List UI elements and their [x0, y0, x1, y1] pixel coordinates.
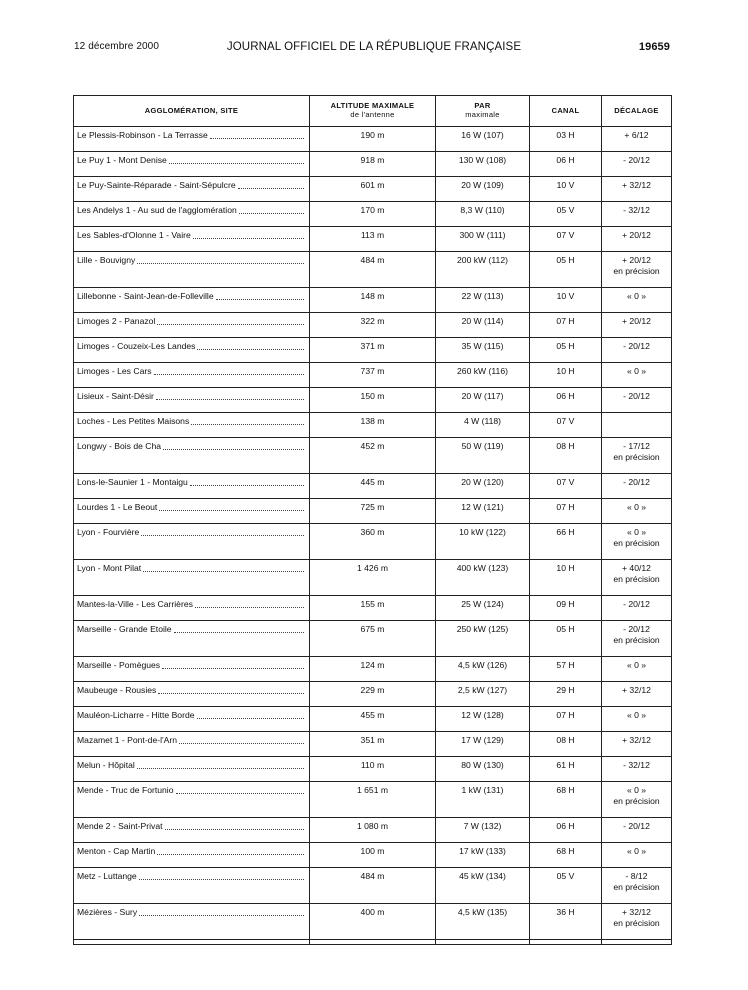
- decalage-value: « 0 »: [626, 502, 647, 512]
- altitude-cell: 229 m: [310, 682, 436, 707]
- leader-dots: [139, 878, 304, 880]
- column-header-canal: CANAL: [530, 96, 602, 127]
- site-cell: [74, 313, 310, 338]
- altitude-cell: 371 m: [310, 338, 436, 363]
- filler-cell: [602, 940, 672, 945]
- leader-dots: [162, 667, 304, 669]
- leader-dots: [190, 484, 304, 486]
- leader-dots: [238, 187, 304, 189]
- site-cell: [74, 868, 310, 904]
- decalage-cell: [602, 524, 672, 560]
- table-row: [74, 843, 672, 868]
- site-cell: [74, 560, 310, 596]
- table-row: [74, 657, 672, 682]
- leader-dots: [159, 509, 304, 511]
- par-cell: 10 kW (122): [436, 524, 530, 560]
- table-header-row: [74, 96, 672, 127]
- canal-cell: 10 H: [530, 363, 602, 388]
- site-cell: [74, 843, 310, 868]
- par-cell: 80 W (130): [436, 757, 530, 782]
- decalage-cell: [602, 227, 672, 252]
- table-row: [74, 560, 672, 596]
- altitude-cell: 322 m: [310, 313, 436, 338]
- altitude-cell: 1 426 m: [310, 560, 436, 596]
- site-name: Lourdes 1 - Le Beout: [77, 502, 158, 512]
- site-name: Le Puy 1 - Mont Denise: [77, 155, 167, 165]
- altitude-cell: 1 080 m: [310, 818, 436, 843]
- decalage-value: + 32/12: [622, 180, 651, 190]
- leader-dots: [191, 423, 304, 425]
- filler-cell: [74, 940, 310, 945]
- decalage-cell: [602, 127, 672, 152]
- site-name: Le Plessis-Robinson - La Terrasse: [77, 130, 208, 140]
- decalage-cell: [602, 252, 672, 288]
- decalage-value: - 8/12: [625, 871, 648, 881]
- leader-dots: [141, 534, 304, 536]
- altitude-cell: 351 m: [310, 732, 436, 757]
- site-cell: [74, 388, 310, 413]
- altitude-cell: 170 m: [310, 202, 436, 227]
- canal-cell: 06 H: [530, 152, 602, 177]
- altitude-cell: 737 m: [310, 363, 436, 388]
- site-name: Le Puy-Sainte-Réparade - Saint-Sépulcre: [77, 180, 236, 190]
- site-name: Lons-le-Saunier 1 - Montaigu: [77, 477, 188, 487]
- decalage-cell: [602, 288, 672, 313]
- table-row: [74, 413, 672, 438]
- site-cell: [74, 152, 310, 177]
- altitude-cell: 601 m: [310, 177, 436, 202]
- canal-cell: 68 H: [530, 843, 602, 868]
- altitude-cell: 110 m: [310, 757, 436, 782]
- table-row: [74, 757, 672, 782]
- table-row: [74, 682, 672, 707]
- decalage-value: « 0 »: [626, 710, 647, 720]
- canal-cell: 61 H: [530, 757, 602, 782]
- decalage-note: en précision: [613, 538, 660, 548]
- decalage-cell: [602, 757, 672, 782]
- table-row: [74, 438, 672, 474]
- table-row: [74, 227, 672, 252]
- canal-cell: 66 H: [530, 524, 602, 560]
- altitude-cell: 113 m: [310, 227, 436, 252]
- decalage-cell: [602, 152, 672, 177]
- decalage-cell: [602, 474, 672, 499]
- column-header-decalage: DÉCALAGE: [602, 96, 672, 127]
- site-name: Les Sables-d'Olonne 1 - Vaire: [77, 230, 191, 240]
- altitude-cell: 360 m: [310, 524, 436, 560]
- table-row: [74, 313, 672, 338]
- page-number: 19659: [638, 41, 670, 53]
- site-name: Mézières - Sury: [77, 907, 138, 917]
- decalage-cell: [602, 202, 672, 227]
- par-cell: 7 W (132): [436, 818, 530, 843]
- column-header-altitude: ALTITUDE MAXIMALE de l'antenne: [310, 96, 436, 127]
- table-row: [74, 388, 672, 413]
- table-row: [74, 524, 672, 560]
- par-cell: 260 kW (116): [436, 363, 530, 388]
- par-cell: 17 W (129): [436, 732, 530, 757]
- canal-cell: 09 H: [530, 596, 602, 621]
- par-cell: 300 W (111): [436, 227, 530, 252]
- par-cell: 1 kW (131): [436, 782, 530, 818]
- canal-cell: 05 V: [530, 868, 602, 904]
- site-cell: [74, 657, 310, 682]
- filler-cell: [310, 940, 436, 945]
- site-cell: [74, 413, 310, 438]
- leader-dots: [158, 692, 304, 694]
- site-cell: [74, 757, 310, 782]
- altitude-cell: 918 m: [310, 152, 436, 177]
- canal-cell: 08 H: [530, 438, 602, 474]
- table-body: [74, 127, 672, 945]
- site-name: Mende 2 - Saint-Privat: [77, 821, 163, 831]
- header-title: JOURNAL OFFICIEL DE LA RÉPUBLIQUE FRANÇAISE: [226, 41, 522, 53]
- decalage-cell: [602, 338, 672, 363]
- site-cell: [74, 818, 310, 843]
- leader-dots: [157, 323, 304, 325]
- site-cell: [74, 524, 310, 560]
- decalage-value: - 32/12: [623, 760, 650, 770]
- canal-cell: 57 H: [530, 657, 602, 682]
- site-name: Marseille - Pomègues: [77, 660, 161, 670]
- site-name: Menton - Cap Martin: [77, 846, 156, 856]
- decalage-value: - 20/12: [623, 624, 650, 634]
- decalage-cell: [602, 388, 672, 413]
- site-cell: [74, 782, 310, 818]
- altitude-cell: 148 m: [310, 288, 436, 313]
- decalage-note: en précision: [613, 574, 660, 584]
- canal-cell: 07 H: [530, 313, 602, 338]
- par-cell: 22 W (113): [436, 288, 530, 313]
- canal-cell: 10 V: [530, 177, 602, 202]
- canal-cell: 05 H: [530, 621, 602, 657]
- site-cell: [74, 904, 310, 940]
- altitude-cell: 155 m: [310, 596, 436, 621]
- site-cell: [74, 127, 310, 152]
- leader-dots: [143, 570, 304, 572]
- site-name: Marseille - Grande Etoile: [77, 624, 172, 634]
- table-row: [74, 818, 672, 843]
- table-row: [74, 177, 672, 202]
- decalage-cell: [602, 313, 672, 338]
- site-cell: [74, 288, 310, 313]
- decalage-cell: [602, 868, 672, 904]
- leader-dots: [157, 853, 304, 855]
- site-cell: [74, 177, 310, 202]
- decalage-value: - 17/12: [623, 441, 650, 451]
- decalage-note: en précision: [613, 918, 660, 928]
- column-header-site: AGGLOMÉRATION, SITE: [74, 96, 310, 127]
- leader-dots: [137, 767, 304, 769]
- leader-dots: [195, 606, 304, 608]
- decalage-value: « 0 »: [626, 527, 647, 537]
- frequency-table: [73, 95, 672, 945]
- site-cell: [74, 596, 310, 621]
- decalage-value: + 20/12: [622, 316, 651, 326]
- decalage-cell: [602, 621, 672, 657]
- table-row: [74, 596, 672, 621]
- altitude-cell: 400 m: [310, 904, 436, 940]
- site-cell: [74, 499, 310, 524]
- table-row: [74, 202, 672, 227]
- leader-dots: [179, 742, 304, 744]
- canal-cell: 05 H: [530, 338, 602, 363]
- altitude-cell: 124 m: [310, 657, 436, 682]
- site-name: Metz - Luttange: [77, 871, 137, 881]
- decalage-value: - 20/12: [623, 477, 650, 487]
- site-cell: [74, 363, 310, 388]
- par-cell: 50 W (119): [436, 438, 530, 474]
- leader-dots: [197, 348, 304, 350]
- decalage-value: + 6/12: [624, 130, 649, 140]
- par-cell: 130 W (108): [436, 152, 530, 177]
- par-cell: 4,5 kW (135): [436, 904, 530, 940]
- decalage-value: - 20/12: [623, 155, 650, 165]
- canal-cell: 06 H: [530, 388, 602, 413]
- decalage-cell: [602, 843, 672, 868]
- decalage-value: « 0 »: [626, 846, 647, 856]
- canal-cell: 07 V: [530, 413, 602, 438]
- decalage-value: « 0 »: [626, 291, 647, 301]
- table-filler-row: [74, 940, 672, 945]
- header-date: 12 décembre 2000: [74, 41, 159, 52]
- decalage-value: - 20/12: [623, 341, 650, 351]
- site-name: Longwy - Bois de Cha: [77, 441, 162, 451]
- decalage-cell: [602, 707, 672, 732]
- decalage-value: « 0 »: [626, 660, 647, 670]
- decalage-cell: [602, 904, 672, 940]
- leader-dots: [210, 137, 304, 139]
- decalage-cell: [602, 732, 672, 757]
- decalage-cell: [602, 657, 672, 682]
- canal-cell: 07 V: [530, 474, 602, 499]
- par-cell: 20 W (120): [436, 474, 530, 499]
- decalage-value: + 32/12: [622, 685, 651, 695]
- canal-cell: 29 H: [530, 682, 602, 707]
- column-header-par: PAR maximale: [436, 96, 530, 127]
- par-cell: 12 W (121): [436, 499, 530, 524]
- site-name: Mazamet 1 - Pont-de-l'Arn: [77, 735, 178, 745]
- canal-cell: 06 H: [530, 818, 602, 843]
- site-cell: [74, 338, 310, 363]
- canal-cell: 03 H: [530, 127, 602, 152]
- decalage-value: - 20/12: [623, 821, 650, 831]
- table-row: [74, 338, 672, 363]
- decalage-cell: [602, 499, 672, 524]
- canal-cell: 07 V: [530, 227, 602, 252]
- leader-dots: [139, 914, 304, 916]
- leader-dots: [216, 298, 304, 300]
- canal-cell: 36 H: [530, 904, 602, 940]
- table-row: [74, 707, 672, 732]
- par-cell: 400 kW (123): [436, 560, 530, 596]
- site-name: Lille - Bouvigny: [77, 255, 136, 265]
- decalage-value: - 20/12: [623, 391, 650, 401]
- decalage-note: en précision: [613, 635, 660, 645]
- table-row: [74, 732, 672, 757]
- par-cell: 17 kW (133): [436, 843, 530, 868]
- decalage-cell: [602, 560, 672, 596]
- decalage-note: en précision: [613, 266, 660, 276]
- leader-dots: [165, 828, 305, 830]
- site-name: Mauléon-Licharre - Hitte Borde: [77, 710, 195, 720]
- par-cell: 25 W (124): [436, 596, 530, 621]
- decalage-value: « 0 »: [626, 785, 647, 795]
- site-name: Lyon - Fourvière: [77, 527, 140, 537]
- par-cell: 20 W (117): [436, 388, 530, 413]
- altitude-cell: 725 m: [310, 499, 436, 524]
- par-cell: 16 W (107): [436, 127, 530, 152]
- site-name: Melun - Hôpital: [77, 760, 135, 770]
- site-name: Limoges - Les Cars: [77, 366, 152, 376]
- decalage-cell: [602, 363, 672, 388]
- decalage-value: « 0 »: [626, 366, 647, 376]
- par-cell: 20 W (109): [436, 177, 530, 202]
- site-cell: [74, 227, 310, 252]
- par-cell: 250 kW (125): [436, 621, 530, 657]
- par-cell: 4,5 kW (126): [436, 657, 530, 682]
- canal-cell: 08 H: [530, 732, 602, 757]
- site-cell: [74, 621, 310, 657]
- table-row: [74, 904, 672, 940]
- altitude-cell: 452 m: [310, 438, 436, 474]
- decalage-cell: [602, 438, 672, 474]
- leader-dots: [239, 212, 304, 214]
- site-cell: [74, 707, 310, 732]
- table-row: [74, 621, 672, 657]
- leader-dots: [137, 262, 304, 264]
- altitude-cell: 455 m: [310, 707, 436, 732]
- decalage-value: + 32/12: [622, 735, 651, 745]
- canal-cell: 05 V: [530, 202, 602, 227]
- decalage-value: + 40/12: [622, 563, 651, 573]
- decalage-value: - 20/12: [623, 599, 650, 609]
- site-name: Limoges - Couzeix-Les Landes: [77, 341, 196, 351]
- table-row: [74, 252, 672, 288]
- altitude-cell: 1 651 m: [310, 782, 436, 818]
- decalage-cell: [602, 177, 672, 202]
- leader-dots: [163, 448, 304, 450]
- leader-dots: [174, 631, 304, 633]
- decalage-note: en précision: [613, 452, 660, 462]
- leader-dots: [176, 792, 305, 794]
- altitude-cell: 150 m: [310, 388, 436, 413]
- canal-cell: 07 H: [530, 499, 602, 524]
- decalage-value: + 20/12: [622, 230, 651, 240]
- altitude-cell: 484 m: [310, 868, 436, 904]
- decalage-cell: [602, 682, 672, 707]
- site-cell: [74, 732, 310, 757]
- decalage-cell: [602, 596, 672, 621]
- decalage-cell: [602, 818, 672, 843]
- site-cell: [74, 682, 310, 707]
- canal-cell: 10 H: [530, 560, 602, 596]
- par-cell: 2,5 kW (127): [436, 682, 530, 707]
- altitude-cell: 190 m: [310, 127, 436, 152]
- site-name: Mende - Truc de Fortunio: [77, 785, 174, 795]
- site-name: Loches - Les Petites Maisons: [77, 416, 190, 426]
- site-name: Lyon - Mont Pilat: [77, 563, 142, 573]
- table-row: [74, 363, 672, 388]
- table-row: [74, 868, 672, 904]
- decalage-cell: [602, 782, 672, 818]
- decalage-note: en précision: [613, 796, 660, 806]
- site-name: Limoges 2 - Panazol: [77, 316, 156, 326]
- site-name: Lillebonne - Saint-Jean-de-Folleville: [77, 291, 214, 301]
- canal-cell: 07 H: [530, 707, 602, 732]
- par-cell: 35 W (115): [436, 338, 530, 363]
- par-cell: 20 W (114): [436, 313, 530, 338]
- site-cell: [74, 202, 310, 227]
- decalage-value: + 32/12: [622, 907, 651, 917]
- site-name: Les Andelys 1 - Au sud de l'agglomération: [77, 205, 237, 215]
- par-cell: 8,3 W (110): [436, 202, 530, 227]
- filler-cell: [530, 940, 602, 945]
- site-name: Lisieux - Saint-Désir: [77, 391, 154, 401]
- site-name: Maubeuge - Rousies: [77, 685, 157, 695]
- site-cell: [74, 252, 310, 288]
- altitude-cell: 100 m: [310, 843, 436, 868]
- decalage-cell: [602, 413, 672, 438]
- leader-dots: [154, 373, 304, 375]
- decalage-value: + 20/12: [622, 255, 651, 265]
- leader-dots: [156, 398, 304, 400]
- altitude-cell: 138 m: [310, 413, 436, 438]
- table-row: [74, 127, 672, 152]
- site-cell: [74, 438, 310, 474]
- site-cell: [74, 474, 310, 499]
- filler-cell: [436, 940, 530, 945]
- canal-cell: 10 V: [530, 288, 602, 313]
- par-cell: 12 W (128): [436, 707, 530, 732]
- table-row: [74, 152, 672, 177]
- leader-dots: [197, 717, 304, 719]
- decalage-note: en précision: [613, 882, 660, 892]
- decalage-value: - 32/12: [623, 205, 650, 215]
- leader-dots: [169, 162, 304, 164]
- par-cell: 4 W (118): [436, 413, 530, 438]
- canal-cell: 05 H: [530, 252, 602, 288]
- altitude-cell: 445 m: [310, 474, 436, 499]
- table-row: [74, 474, 672, 499]
- table-row: [74, 782, 672, 818]
- site-name: Mantes-la-Ville - Les Carrières: [77, 599, 193, 609]
- par-cell: 45 kW (134): [436, 868, 530, 904]
- altitude-cell: 675 m: [310, 621, 436, 657]
- leader-dots: [193, 237, 304, 239]
- canal-cell: 68 H: [530, 782, 602, 818]
- altitude-cell: 484 m: [310, 252, 436, 288]
- par-cell: 200 kW (112): [436, 252, 530, 288]
- table-row: [74, 499, 672, 524]
- table-row: [74, 288, 672, 313]
